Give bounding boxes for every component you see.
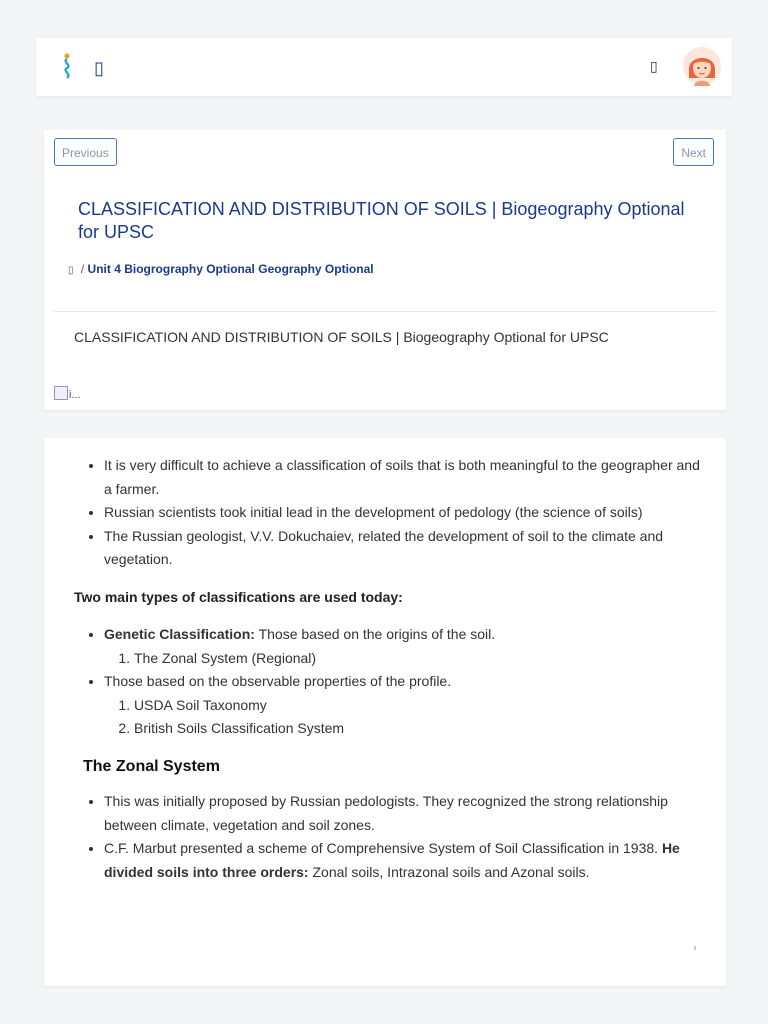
breadcrumb-item-unit4[interactable]: Unit 4 Biogrography Optional bbox=[87, 262, 255, 276]
list-item: • It is very difficult to achieve a classification of soils that is both meaningful to the geographer and a farmer. bbox=[104, 454, 704, 501]
next-button[interactable]: Next bbox=[673, 138, 714, 166]
list-item: • Russian scientists took initial lead in the development of pedology (the science of soils) bbox=[104, 501, 704, 525]
observable-sublist bbox=[104, 694, 704, 741]
bell-icon[interactable]: ▯ bbox=[650, 58, 658, 74]
broken-image-icon bbox=[54, 386, 68, 400]
article-image bbox=[54, 386, 81, 401]
marbut-text: C.F. Marbut presented a scheme of Comprehensive System of Soil Classification in 1938. bbox=[104, 840, 662, 856]
home-icon[interactable]: ▯ bbox=[68, 265, 74, 276]
breadcrumb-item-geography[interactable]: Geography Optional bbox=[258, 262, 374, 276]
scroll-marker bbox=[694, 946, 696, 950]
intro-list bbox=[74, 454, 704, 572]
breadcrumb-separator: / bbox=[80, 262, 85, 276]
list-item: 2. British Soils Classification System bbox=[134, 717, 704, 741]
types-heading: Two main types of classifications are used today: bbox=[74, 588, 403, 605]
image-alt-text: i... bbox=[69, 389, 81, 401]
orders-text: Zonal soils, Intrazonal soils and Azonal soils. bbox=[308, 863, 590, 880]
top-navbar bbox=[36, 38, 732, 96]
brand-logo-icon[interactable] bbox=[60, 52, 74, 80]
list-item bbox=[104, 623, 704, 670]
divider bbox=[54, 311, 716, 312]
article-header-card bbox=[44, 130, 726, 410]
previous-button[interactable]: Previous bbox=[54, 138, 117, 166]
list-item bbox=[104, 670, 704, 741]
breadcrumb bbox=[68, 262, 374, 276]
genetic-text: Those based on the origins of the soil. bbox=[254, 626, 496, 642]
classification-list bbox=[74, 623, 704, 741]
observable-text: Those based on the observable properties of the profile. bbox=[104, 673, 452, 689]
article-subtitle: CLASSIFICATION AND DISTRIBUTION OF SOILS | Biogeography Optional for UPSC bbox=[74, 329, 609, 345]
orders-label: He divided soils into three orders: bbox=[104, 840, 680, 880]
list-item bbox=[104, 837, 704, 884]
list-item: 1. The Zonal System (Regional) bbox=[134, 647, 704, 671]
article-body bbox=[74, 454, 704, 884]
list-item: • This was initially proposed by Russian pedologists. They recognized the strong relationship between climate, vegetation and soil zones. bbox=[104, 790, 704, 837]
avatar[interactable] bbox=[682, 46, 722, 86]
list-item: • The Russian geologist, V.V. Dokuchaiev, related the development of soil to the climate and vegetation. bbox=[104, 525, 704, 572]
article-content-card bbox=[44, 438, 726, 986]
genetic-sublist bbox=[104, 647, 704, 671]
zonal-system-heading: The Zonal System bbox=[83, 757, 220, 775]
page-title: CLASSIFICATION AND DISTRIBUTION OF SOILS | Biogeography Optional for UPSC bbox=[78, 199, 685, 242]
list-item: 1. USDA Soil Taxonomy bbox=[134, 694, 704, 718]
zonal-list bbox=[74, 790, 704, 884]
menu-icon[interactable]: ▯ bbox=[94, 58, 104, 78]
genetic-label: Genetic Classification: bbox=[104, 626, 255, 642]
